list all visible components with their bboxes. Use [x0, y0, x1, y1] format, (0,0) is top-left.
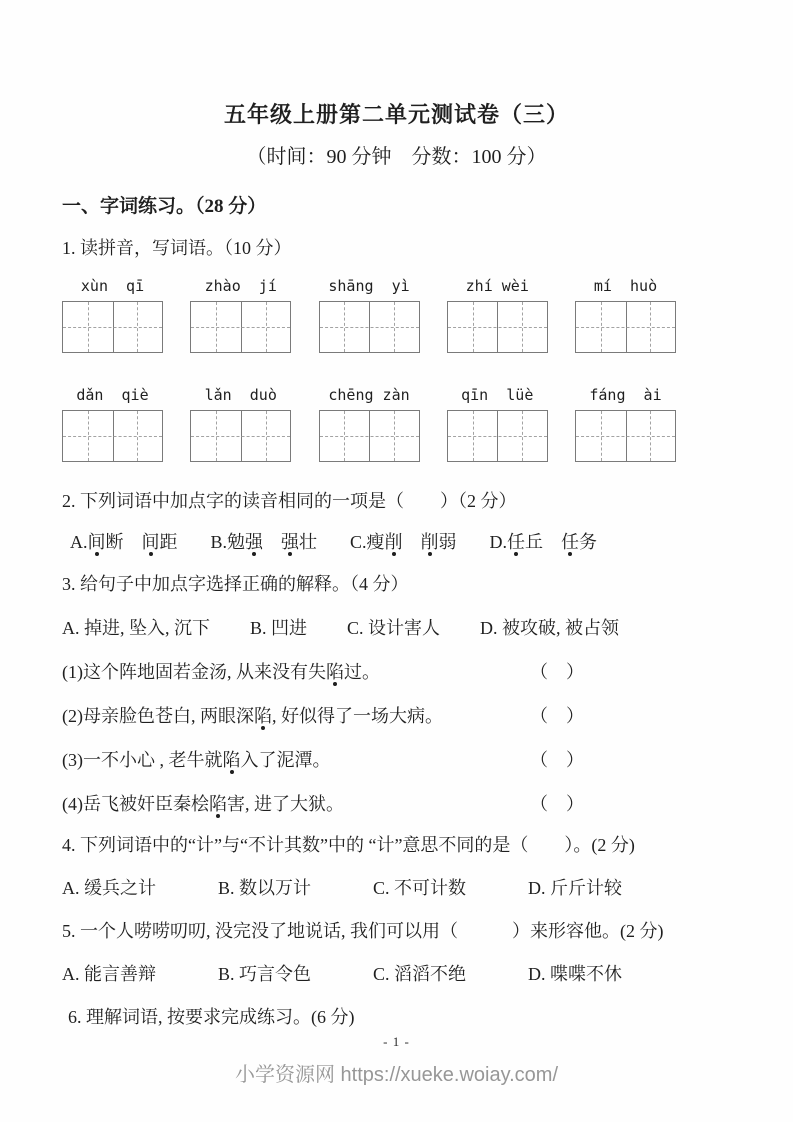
grid-line: [63, 436, 162, 437]
dotted-char: 削: [384, 532, 403, 552]
option: C. 设计害人: [347, 618, 441, 638]
text-segment: (3)一不小心 , 老牛就: [62, 750, 223, 770]
grid-line: [650, 302, 651, 352]
pinyin-unit: [447, 277, 548, 353]
grid-line: [88, 411, 89, 461]
grid-line: [650, 411, 651, 461]
writing-grid-box: [447, 410, 548, 462]
option: A. 能言善辩: [62, 964, 156, 984]
text-segment: [124, 532, 142, 552]
grid-line: [320, 436, 419, 437]
grid-line: [266, 302, 267, 352]
pinyin-row: [62, 277, 676, 353]
text-segment: 瘦: [366, 532, 385, 552]
dotted-char: 削: [420, 532, 439, 552]
pinyin-unit: [319, 277, 420, 353]
pinyin-unit: [575, 386, 676, 462]
grid-line: [191, 436, 290, 437]
dotted-char: 间: [87, 532, 106, 552]
dotted-char: 任: [561, 532, 580, 552]
exam-info: （时间：90 分钟 分数：100 分）: [246, 146, 547, 168]
pinyin-label: dǎn qiè: [76, 386, 149, 404]
answer-brackets: （ ）: [530, 750, 584, 770]
question-4-options: [62, 875, 731, 901]
text-segment: (1)这个阵地固若金汤, 从来没有失: [62, 662, 326, 682]
text-segment: 务: [579, 532, 598, 552]
grid-line: [216, 302, 217, 352]
question-3-item: [62, 791, 731, 817]
pinyin-unit: [62, 277, 163, 353]
option-label: C.: [350, 532, 367, 552]
dotted-char: 任: [507, 532, 526, 552]
writing-grid-box: [447, 301, 548, 353]
grid-line: [137, 302, 138, 352]
option: B. 巧言令色: [218, 964, 312, 984]
option-label: B.: [210, 532, 228, 552]
option: D. 斤斤计较: [528, 878, 623, 898]
pinyin-unit: [319, 386, 420, 462]
writing-grid-box: [190, 301, 291, 353]
dotted-char: 陷: [222, 750, 241, 770]
item-text: [62, 794, 344, 814]
grid-line: [137, 411, 138, 461]
option: B. 凹进: [250, 618, 308, 638]
question-6-text: 6. 理解词语, 按要求完成练习。(6 分): [68, 1007, 355, 1027]
grid-line: [601, 411, 602, 461]
text-segment: 勉: [227, 532, 246, 552]
pinyin-row: [62, 386, 676, 462]
grid-line: [320, 327, 419, 328]
watermark: 小学资源网 https://xueke.woiay.com/: [234, 1064, 559, 1086]
text-segment: 距: [159, 532, 178, 552]
question-3-item: [62, 659, 731, 685]
text-segment: (2)母亲脸色苍白, 两眼深: [62, 706, 254, 726]
page-number: - 1 -: [383, 1034, 410, 1049]
option-label: A.: [70, 532, 88, 552]
pinyin-label: zhí wèi: [465, 277, 529, 295]
grid-line: [216, 411, 217, 461]
pinyin-label: qīn lüè: [461, 386, 534, 404]
pinyin-label: lǎn duò: [204, 386, 277, 404]
text-segment: 壮: [299, 532, 318, 552]
grid-line: [88, 302, 89, 352]
question-5-text: 5. 一个人唠唠叨叨, 没完没了地说话, 我们可以用（ ）来形容他。(2 分): [62, 921, 664, 941]
dotted-char: 陷: [326, 662, 344, 682]
grid-line: [473, 411, 474, 461]
text-segment: [263, 532, 281, 552]
q2-option: [211, 529, 318, 555]
option: C. 滔滔不绝: [373, 964, 467, 984]
text-segment: 过。: [344, 662, 380, 682]
writing-grid-box: [62, 410, 163, 462]
question-2-text: 2. 下列词语中加点字的读音相同的一项是（ ）（2 分）: [62, 491, 517, 511]
item-text: [62, 750, 331, 770]
answer-brackets: （ ）: [530, 662, 584, 682]
grid-line: [576, 436, 675, 437]
writing-grid-box: [319, 410, 420, 462]
pinyin-unit: [575, 277, 676, 353]
q2-option: [70, 529, 178, 555]
pinyin-unit: [62, 386, 163, 462]
dotted-char: 强: [245, 532, 264, 552]
option-label: D.: [489, 532, 508, 552]
pinyin-unit: [190, 386, 291, 462]
question-4-text: 4. 下列词语中的“计”与“不计其数”中的 “计”意思不同的是（ ）。(2 分): [62, 835, 635, 855]
text-segment: 丘: [525, 532, 544, 552]
grid-line: [601, 302, 602, 352]
option: C. 不可计数: [373, 878, 467, 898]
grid-line: [576, 327, 675, 328]
section-1-heading: 一、字词练习。（28 分）: [62, 196, 267, 217]
option: A. 缓兵之计: [62, 878, 156, 898]
grid-line: [344, 302, 345, 352]
grid-line: [266, 411, 267, 461]
pinyin-label: fáng ài: [589, 386, 662, 404]
pinyin-label: chēng zàn: [328, 386, 410, 404]
writing-grid-box: [62, 301, 163, 353]
text-segment: 害, 进了大狱。: [227, 794, 344, 814]
grid-line: [473, 302, 474, 352]
exam-title: 五年级上册第二单元测试卷（三）: [223, 102, 569, 127]
dotted-char: 陷: [209, 794, 227, 814]
question-3-choices: [62, 615, 731, 641]
pinyin-label: zhào jí: [204, 277, 277, 295]
text-segment: [543, 532, 561, 552]
pinyin-grid-rows: [62, 277, 731, 462]
option: B. 数以万计: [218, 878, 312, 898]
writing-grid-box: [319, 301, 420, 353]
grid-line: [522, 302, 523, 352]
grid-line: [448, 327, 547, 328]
text-segment: (4)岳飞被奸臣秦桧: [62, 794, 209, 814]
text-segment: 弱: [438, 532, 457, 552]
option: A. 掉进, 坠入, 沉下: [62, 618, 210, 638]
text-segment: [403, 532, 421, 552]
dotted-char: 间: [141, 532, 160, 552]
text-segment: 入了泥潭。: [240, 750, 331, 770]
answer-brackets: （ ）: [530, 706, 584, 726]
grid-line: [522, 411, 523, 461]
item-text: [62, 662, 380, 682]
grid-line: [394, 411, 395, 461]
question-3-text: 3. 给句子中加点字选择正确的解释。（4 分）: [62, 574, 409, 594]
writing-grid-box: [190, 410, 291, 462]
question-3-items: [62, 659, 731, 817]
grid-line: [448, 436, 547, 437]
grid-line: [191, 327, 290, 328]
text-segment: 断: [105, 532, 124, 552]
pinyin-unit: [447, 386, 548, 462]
dotted-char: 强: [281, 532, 300, 552]
pinyin-label: mí huò: [593, 277, 658, 295]
dotted-char: 陷: [254, 706, 272, 726]
q2-option: [490, 529, 598, 555]
grid-line: [394, 302, 395, 352]
q2-option: [350, 529, 457, 555]
text-segment: , 好似得了一场大病。: [272, 706, 443, 726]
grid-line: [344, 411, 345, 461]
writing-grid-box: [575, 410, 676, 462]
answer-brackets: （ ）: [530, 794, 584, 814]
pinyin-label: xùn qī: [80, 277, 145, 295]
question-3-item: [62, 747, 731, 773]
question-5-options: [62, 961, 731, 987]
question-1-text: 1. 读拼音，写词语。（10 分）: [62, 238, 292, 258]
question-3-item: [62, 703, 731, 729]
grid-line: [63, 327, 162, 328]
pinyin-label: shāng yì: [328, 277, 410, 295]
writing-grid-box: [575, 301, 676, 353]
question-2-options: [62, 529, 731, 555]
item-text: [62, 706, 443, 726]
option: D. 喋喋不休: [528, 964, 623, 984]
option: D. 被攻破, 被占领: [480, 618, 620, 638]
pinyin-unit: [190, 277, 291, 353]
